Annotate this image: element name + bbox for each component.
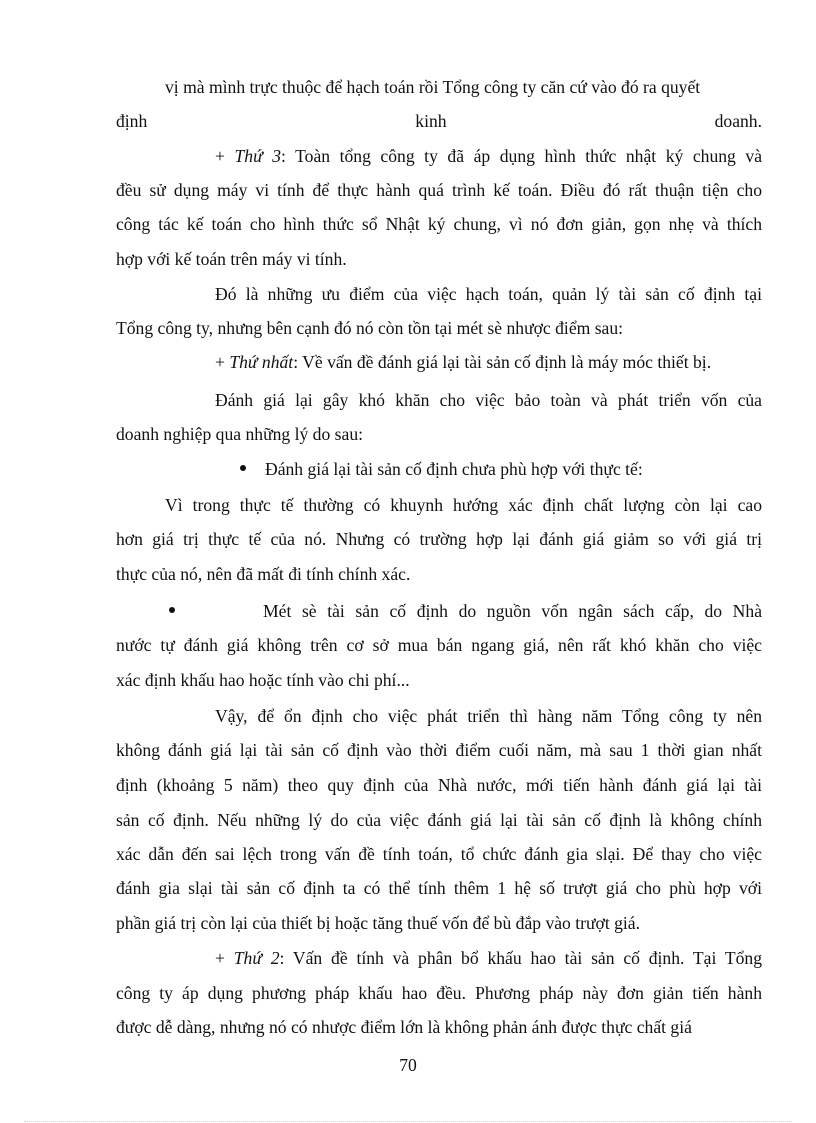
text-line: Vì trong thực tế thường có khuynh hướng xác định chất lượng còn lại cao (165, 495, 762, 515)
text-line (215, 352, 711, 372)
text-line (215, 146, 762, 166)
item-prefix: + (215, 352, 230, 372)
text-line: được dễ dàng, nhưng nó có nhược điểm lớn là không phản ánh được thực chất giá (116, 1017, 692, 1037)
item-label: Thứ 2 (233, 948, 280, 968)
item-text: : Về vấn đề đánh giá lại tài sản cố định là máy móc thiết bị. (293, 352, 712, 372)
text-line: hợp với kế toán trên máy vi tính. (116, 249, 347, 269)
text-line: hơn giá trị thực tế của nó. Nhưng có trường hợp lại đánh giá giảm so với giá trị (116, 529, 762, 549)
text-line: xác định khấu hao hoặc tính vào chi phí... (116, 670, 410, 690)
text-line (116, 111, 762, 131)
item-prefix: + (215, 948, 234, 968)
text-line: công tác kế toán cho hình thức sổ Nhật ký chung, vì nó đơn giản, gọn nhẹ và thích (116, 214, 762, 234)
text-line: nước tự đánh giá không trên cơ sở mua bán ngang giá, nên rất khó khăn cho việc (116, 635, 762, 655)
text-line: vị mà mình trực thuộc để hạch toán rồi Tổng công ty căn cứ vào đó ra quyết (165, 77, 701, 97)
word: kinh (415, 111, 447, 131)
footer-divider (24, 1121, 792, 1122)
text-line: định (khoảng 5 năm) theo quy định của Nhà nước, mới tiến hành đánh giá lại tài (116, 775, 762, 795)
item-label: Thứ 3 (234, 146, 282, 166)
text-line (215, 948, 762, 968)
item-label: Thứ nhất (229, 352, 294, 372)
text-line: doanh nghiệp qua những lý do sau: (116, 424, 364, 444)
text-line: Mét sè tài sản cố định do nguồn vốn ngân sách cấp, do Nhà (263, 601, 762, 621)
text-line: không đánh giá lại tài sản cố định vào thời điểm cuối năm, mà sau 1 thời gian nhất (116, 740, 762, 760)
word: định (116, 111, 148, 131)
text-line: Vậy, để ổn định cho việc phát triển thì hàng năm Tổng công ty nên (215, 706, 762, 726)
text-line: công ty áp dụng phương pháp khấu hao đều. Phương pháp này đơn giản tiến hành (116, 983, 762, 1003)
text-line: đều sử dụng máy vi tính để thực hành quá trình kế toán. Điều đó rất thuận tiện cho (116, 180, 762, 200)
text-line: sản cố định. Nếu những lý do của việc đánh giá lại tài sản cố định là không chính (116, 810, 762, 830)
bullet-icon (169, 607, 175, 613)
text-line: Đánh giá lại gây khó khăn cho việc bảo toàn và phát triển vốn của (215, 390, 762, 410)
text-line: xác dẫn đến sai lệch trong vấn đề tính toán, tổ chức đánh gia slại. Để thay cho việc (116, 844, 762, 864)
item-text: : Toàn tổng công ty đã áp dụng hình thức nhật ký chung và (281, 146, 763, 166)
item-prefix: + (215, 146, 235, 166)
word: doanh. (714, 111, 762, 131)
text-line: đánh gia slại tài sản cố định ta có thể tính thêm 1 hệ số trượt giá cho phù hợp với (116, 878, 762, 898)
item-text: : Vấn đề tính và phân bổ khấu hao tài sản cố định. Tại Tổng (279, 948, 762, 968)
text-line: Tổng công ty, nhưng bên cạnh đó nó còn tồn tại mét sè nhược điểm sau: (116, 318, 624, 338)
page-number: 70 (399, 1055, 417, 1075)
text-line: Đánh giá lại tài sản cố định chưa phù hợp với thực tế: (265, 459, 643, 479)
bullet-icon (240, 465, 246, 471)
text-line: Đó là những ưu điểm của việc hạch toán, quản lý tài sản cố định tại (215, 284, 762, 304)
text-line: thực của nó, nên đã mất đi tính chính xác. (116, 564, 411, 584)
text-line: phần giá trị còn lại của thiết bị hoặc tăng thuế vốn để bù đắp vào trượt giá. (116, 913, 641, 933)
